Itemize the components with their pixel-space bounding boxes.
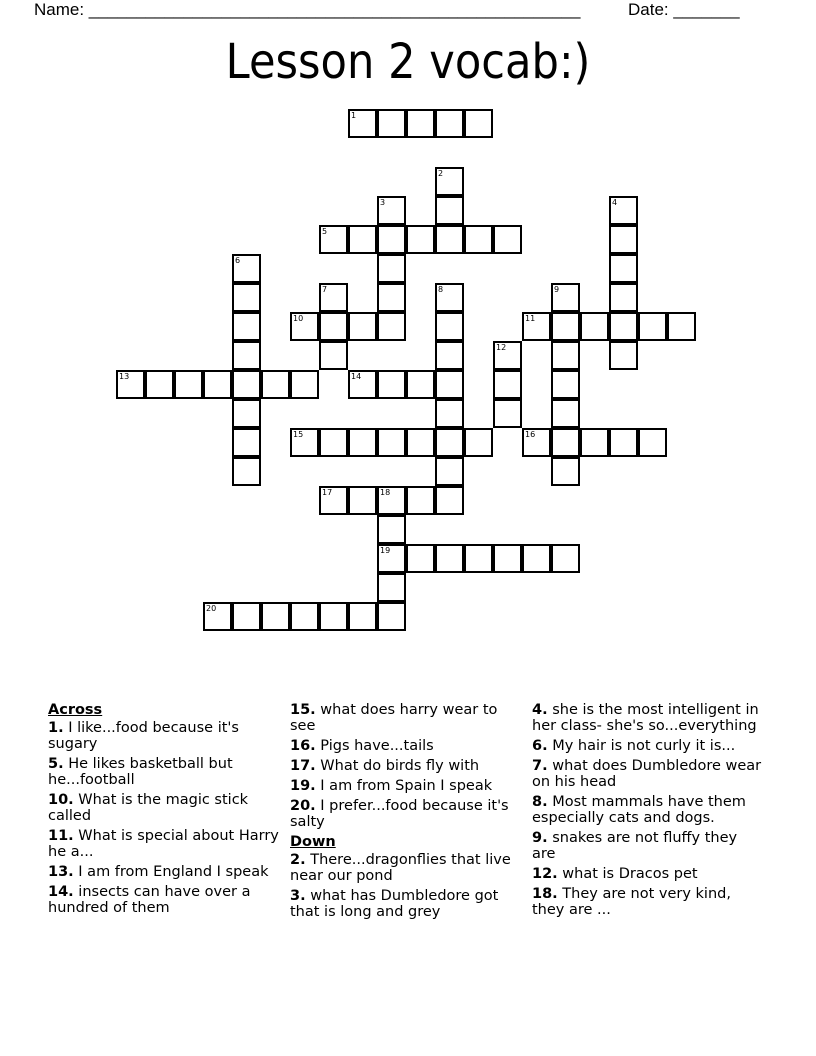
crossword-cell[interactable] xyxy=(580,312,609,341)
clue-number: 12. xyxy=(532,866,558,882)
clue-text: what does Dumbledore wear on his head xyxy=(532,758,762,790)
clue-number: 19 xyxy=(380,546,391,555)
crossword-cell[interactable] xyxy=(377,486,406,515)
crossword-cell[interactable] xyxy=(464,544,493,573)
clue-number: 17 xyxy=(322,488,333,497)
down-clue xyxy=(532,794,764,826)
crossword-cell[interactable] xyxy=(348,428,377,457)
clue-number: 18. xyxy=(532,886,558,902)
crossword-cell[interactable] xyxy=(319,428,348,457)
crossword-cell[interactable] xyxy=(551,544,580,573)
crossword-cell[interactable] xyxy=(609,225,638,254)
crossword-cell[interactable] xyxy=(406,109,435,138)
crossword-cell[interactable] xyxy=(406,428,435,457)
down-clue xyxy=(290,852,522,884)
across-heading: Across xyxy=(48,702,103,718)
clue-number: 13 xyxy=(119,372,130,381)
crossword-cell[interactable] xyxy=(348,486,377,515)
down-clue xyxy=(532,758,764,790)
crossword-cell[interactable] xyxy=(174,370,203,399)
crossword-cell[interactable] xyxy=(464,225,493,254)
crossword-cell[interactable] xyxy=(406,370,435,399)
clue-number: 6 xyxy=(235,256,241,265)
crossword-cell[interactable] xyxy=(638,428,667,457)
crossword-cell[interactable] xyxy=(319,225,348,254)
clue-number: 14 xyxy=(351,372,362,381)
clue-number: 16 xyxy=(525,430,536,439)
crossword-cell[interactable] xyxy=(290,428,319,457)
clue-number: 16. xyxy=(290,738,316,754)
clue-number: 19. xyxy=(290,778,316,794)
across-clue xyxy=(290,758,522,774)
crossword-cell[interactable] xyxy=(551,457,580,486)
clue-text: insects can have over a hundred of them xyxy=(48,884,251,916)
clue-number: 13. xyxy=(48,864,74,880)
crossword-cell[interactable] xyxy=(232,399,261,428)
clue-number: 2 xyxy=(438,169,444,178)
clue-number: 1. xyxy=(48,720,64,736)
crossword-cell[interactable] xyxy=(319,341,348,370)
clue-number: 1 xyxy=(351,111,357,120)
crossword-cell[interactable] xyxy=(406,486,435,515)
clue-number: 6. xyxy=(532,738,548,754)
across-clue xyxy=(290,738,522,754)
across-clue xyxy=(290,702,522,734)
clue-number: 10 xyxy=(293,314,304,323)
clue-number: 15. xyxy=(290,702,316,718)
crossword-cell[interactable] xyxy=(348,312,377,341)
across-clue xyxy=(48,884,280,916)
crossword-cell[interactable] xyxy=(551,341,580,370)
crossword-cell[interactable] xyxy=(261,602,290,631)
clue-number: 5 xyxy=(322,227,328,236)
crossword-cell[interactable] xyxy=(319,602,348,631)
crossword-cell[interactable] xyxy=(435,544,464,573)
crossword-cell[interactable] xyxy=(435,283,464,312)
crossword-cell[interactable] xyxy=(232,370,261,399)
clue-number: 10. xyxy=(48,792,74,808)
clue-text: There...dragonflies that live near our pond xyxy=(290,852,511,884)
clue-number: 14. xyxy=(48,884,74,900)
crossword-cell[interactable] xyxy=(348,109,377,138)
clue-number: 9. xyxy=(532,830,548,846)
crossword-cell[interactable] xyxy=(232,283,261,312)
crossword-cell[interactable] xyxy=(261,370,290,399)
crossword-cell[interactable] xyxy=(551,283,580,312)
crossword-cell[interactable] xyxy=(145,370,174,399)
crossword-cell[interactable] xyxy=(493,544,522,573)
crossword-cell[interactable] xyxy=(551,370,580,399)
crossword-cell[interactable] xyxy=(377,573,406,602)
crossword-cell[interactable] xyxy=(609,196,638,225)
clue-number: 9 xyxy=(554,285,560,294)
crossword-cell[interactable] xyxy=(319,312,348,341)
clue-text: I prefer...food because it's salty xyxy=(290,798,509,830)
crossword-cell[interactable] xyxy=(406,225,435,254)
clue-column-3 xyxy=(532,702,764,922)
crossword-cell[interactable] xyxy=(580,428,609,457)
crossword-cell[interactable] xyxy=(609,283,638,312)
crossword-cell[interactable] xyxy=(435,312,464,341)
across-clue xyxy=(48,864,280,880)
clue-column-1 xyxy=(48,702,280,920)
clue-number: 12 xyxy=(496,343,507,352)
clue-number: 15 xyxy=(293,430,304,439)
crossword-cell[interactable] xyxy=(464,428,493,457)
clue-number: 20 xyxy=(206,604,217,613)
crossword-cell[interactable] xyxy=(377,225,406,254)
crossword-cell[interactable] xyxy=(551,312,580,341)
crossword-cell[interactable] xyxy=(493,370,522,399)
clue-number: 3. xyxy=(290,888,306,904)
clue-number: 20. xyxy=(290,798,316,814)
crossword-cell[interactable] xyxy=(377,254,406,283)
across-clue xyxy=(290,778,522,794)
down-clue xyxy=(532,886,764,918)
crossword-cell[interactable] xyxy=(290,312,319,341)
crossword-cell[interactable] xyxy=(348,225,377,254)
across-clue xyxy=(48,792,280,824)
crossword-cell[interactable] xyxy=(377,515,406,544)
crossword-cell[interactable] xyxy=(609,428,638,457)
crossword-cell[interactable] xyxy=(232,254,261,283)
across-clue xyxy=(48,756,280,788)
clue-text: Most mammals have them especially cats and dogs. xyxy=(532,794,746,826)
crossword-cell[interactable] xyxy=(290,602,319,631)
across-clue xyxy=(290,798,522,830)
crossword-cell[interactable] xyxy=(435,457,464,486)
crossword-cell[interactable] xyxy=(522,544,551,573)
crossword-cell[interactable] xyxy=(319,486,348,515)
crossword-cell[interactable] xyxy=(522,428,551,457)
down-clue xyxy=(532,830,764,862)
crossword-cell[interactable] xyxy=(435,399,464,428)
clue-number: 7 xyxy=(322,285,328,294)
crossword-cell[interactable] xyxy=(406,544,435,573)
clue-text: what does harry wear to see xyxy=(290,702,498,734)
crossword-cell[interactable] xyxy=(609,254,638,283)
crossword-cell[interactable] xyxy=(203,370,232,399)
clue-number: 7. xyxy=(532,758,548,774)
clue-text: What is special about Harry he a... xyxy=(48,828,279,860)
page-title: Lesson 2 vocab:) xyxy=(225,34,591,90)
clue-number: 2. xyxy=(290,852,306,868)
crossword-cell[interactable] xyxy=(493,341,522,370)
crossword-cell[interactable] xyxy=(377,602,406,631)
down-clue xyxy=(290,888,522,920)
date-field[interactable]: Date: _______ xyxy=(628,0,740,19)
clue-text: what is Dracos pet xyxy=(562,866,698,882)
clue-text: My hair is not curly it is... xyxy=(552,738,736,754)
crossword-cell[interactable] xyxy=(203,602,232,631)
crossword-cell[interactable] xyxy=(435,196,464,225)
crossword-cell[interactable] xyxy=(551,428,580,457)
down-heading: Down xyxy=(290,834,336,850)
down-clue xyxy=(532,738,764,754)
crossword-cell[interactable] xyxy=(522,312,551,341)
clue-number: 4. xyxy=(532,702,548,718)
clue-text: snakes are not fluffy they are xyxy=(532,830,738,862)
crossword-cell[interactable] xyxy=(377,544,406,573)
crossword-cell[interactable] xyxy=(232,312,261,341)
crossword-cell[interactable] xyxy=(232,602,261,631)
name-field[interactable]: Name: ____________________________________________________ xyxy=(34,0,581,19)
crossword-cell[interactable] xyxy=(377,283,406,312)
crossword-cell[interactable] xyxy=(435,486,464,515)
crossword-cell[interactable] xyxy=(377,196,406,225)
across-clue xyxy=(48,720,280,752)
crossword-cell[interactable] xyxy=(435,370,464,399)
crossword-cell[interactable] xyxy=(435,167,464,196)
crossword-cell[interactable] xyxy=(493,399,522,428)
crossword-cell[interactable] xyxy=(377,312,406,341)
clue-text: she is the most intelligent in her class- she's so...everything xyxy=(532,702,759,734)
across-clue xyxy=(48,828,280,860)
down-clue xyxy=(532,866,764,882)
clue-number: 11. xyxy=(48,828,74,844)
clue-number: 3 xyxy=(380,198,386,207)
down-clue xyxy=(532,702,764,734)
crossword-cell[interactable] xyxy=(551,399,580,428)
crossword-cell[interactable] xyxy=(319,283,348,312)
clue-number: 17. xyxy=(290,758,316,774)
crossword-cell[interactable] xyxy=(377,370,406,399)
clue-number: 11 xyxy=(525,314,536,323)
crossword-cell[interactable] xyxy=(609,341,638,370)
crossword-cell[interactable] xyxy=(232,341,261,370)
clue-text: They are not very kind, they are ... xyxy=(532,886,731,918)
crossword-cell[interactable] xyxy=(232,428,261,457)
clue-number: 4 xyxy=(612,198,618,207)
clue-text: What is the magic stick called xyxy=(48,792,249,824)
crossword-cell[interactable] xyxy=(348,370,377,399)
crossword-cell[interactable] xyxy=(348,602,377,631)
crossword-cell[interactable] xyxy=(290,370,319,399)
clue-number: 8 xyxy=(438,285,444,294)
crossword-cell[interactable] xyxy=(435,109,464,138)
crossword-cell[interactable] xyxy=(435,341,464,370)
clue-text: He likes basketball but he...football xyxy=(48,756,233,788)
clue-text: Pigs have...tails xyxy=(320,738,434,754)
crossword-cell[interactable] xyxy=(116,370,145,399)
clue-number: 18 xyxy=(380,488,391,497)
crossword-cell[interactable] xyxy=(377,428,406,457)
crossword-cell[interactable] xyxy=(667,312,696,341)
clue-number: 5. xyxy=(48,756,64,772)
crossword-cell[interactable] xyxy=(377,109,406,138)
crossword-cell[interactable] xyxy=(609,312,638,341)
crossword-cell[interactable] xyxy=(493,225,522,254)
clue-text: I like...food because it's sugary xyxy=(48,720,239,752)
crossword-cell[interactable] xyxy=(464,109,493,138)
clue-column-2 xyxy=(290,702,522,924)
clue-text: What do birds fly with xyxy=(320,758,480,774)
crossword-cell[interactable] xyxy=(435,428,464,457)
clue-text: I am from England I speak xyxy=(78,864,269,880)
clue-text: I am from Spain I speak xyxy=(320,778,493,794)
crossword-cell[interactable] xyxy=(638,312,667,341)
crossword-cell[interactable] xyxy=(435,225,464,254)
crossword-cell[interactable] xyxy=(232,457,261,486)
clue-text: what has Dumbledore got that is long and grey xyxy=(290,888,499,920)
clue-number: 8. xyxy=(532,794,548,810)
